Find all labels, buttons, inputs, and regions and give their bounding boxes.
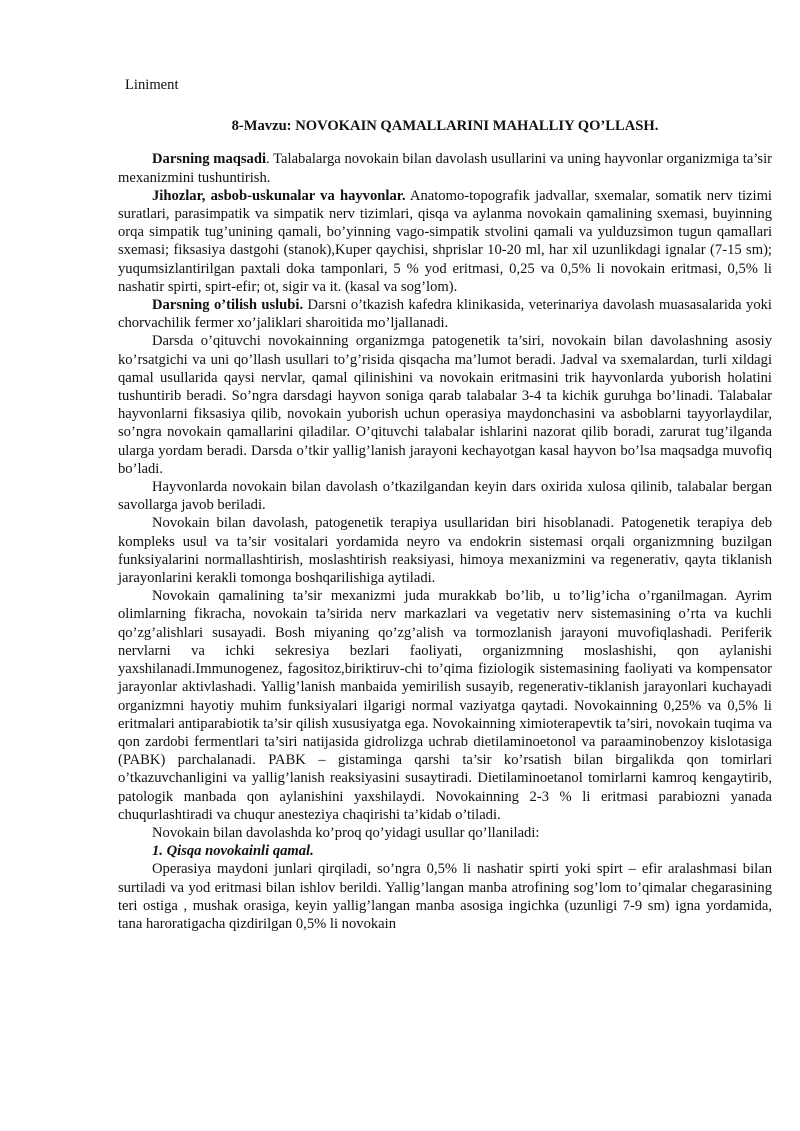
paragraph-pathogenetic-therapy: Novokain bilan davolash, patogenetik terapiya usullaridan biri hisoblanadi. Patogenetik terapiya deb kompleks usul va ta’sir vositalari yordamida neyro va endokrin sistemasi orqali organizmning buzilgan funksiyalarini normallashtirish, moslashtirish reaksiyasi, himoya mexanizmini va regenerativ, qayta tiklanish jarayonlarini kerakli tomonga boshqarilishiga aytiladi. (118, 515, 772, 587)
running-header-word: Liniment (125, 77, 179, 93)
paragraph-mechanism: Novokain qamalining ta’sir mexanizmi juda murakkab bo’lib, u to’lig’icha o’rganilmagan. Ayrim olimlarning fikracha, novokain ta’sirida nerv markazlari va vegetativ nerv sistemasining o’rta va kuchli qo’zg’alishlari susayadi. Bosh miyaning qo’zg’alish va tormozlanish jarayoni muvofiqlashadi. Periferik nervlarni va ichki sekresiya bezlari faoliyati, organizmning moslashishi, qon aylanishi yaxshilanadi.Immunogenez, fagositoz,biriktiruv-chi to’qima fiziologik sistemasining faoliyati va kompensator jarayonlar aktivlashadi. Yallig’lanish manbaida yemirilish susayib, regenerativ-tiklanish jarayonlari kuchayadi organizmni hayotiy muhim funksiyalari ilgarigi normal vaziyatga qaytadi. Novokainning 0,25% va 0,5% li eritmalari antiparabiotik ta’sir qilish xususiyatga ega. Novokainning ximioterapevtik ta’siri, novokain tuqima va qon zardobi fermentlari ta’siri natijasida gidrolizga uchrab dietilaminoetonol va paraaminobenzoy kislotasiga (PABK) parchalanadi. PABK – gistaminga qarshi ta’sir ko’rsatish bilan birgalikda qon tomirlari o’tkazuvchanligini va yallig’lanish reaksiyasini susaytiradi. Dietilaminoetanol tomirlarni kamroq kengaytirib, patologik manbada qon aylanishini yaxshilaydi. Novokainning 2-3 % li eritmasi parabiozni yanada chuqurlashtiradi va chuqur anesteziya chaqirishi ta’kidab o’tiladi. (118, 588, 772, 823)
paragraph-equipment-text: Anatomo-topografik jadvallar, sxemalar, somatik nerv tizimi suratlari, parasimpatik va simpatik nerv tizimlari, qisqa va aylanma novokain qamalining sxemasi, buyinning orqa simpatik tug’unining qamali, bo’yinning vago-simpatik stvolini qamali va yulduzsimon tugun qamallari sxemasi; fiksasiya dastgohi (stanok),Kuper qaychisi, shprislar 10-20 ml, har xil uzunlikdagi ignalar (7-15 sm); yuqumsizlantirilgan paxtali doka tamponlari, 5 % yod eritmasi, 0,25 va 0,5% li novokain eritmasi, 0,5% li nashatir spirti, spirt-efir; ot, sigir va it. (kasal va sog’lom). (118, 187, 772, 295)
page-title: 8-Mavzu: NOVOKAIN QAMALLARINI MAHALLIY QO’LLASH. (231, 118, 659, 135)
paragraph-method-lead: Darsning o’tilish uslubi. (152, 297, 304, 314)
paragraph-equipment (118, 187, 772, 296)
paragraph-goal-lead: Darsning maqsadi (152, 151, 267, 168)
paragraph-lesson: Darsda o’qituvchi novokainning organizmga patogenetik ta’siri, novokain bilan davolashning asosiy ko’rsatgichi va uni qo’llash usullari to’g’risida qisqacha ma’lumot beradi. Jadval va sxemalardan, turli xildagi qamal usullarida qaysi nervlar, qamal qilinishini va novokain eritmasini trik hayvonlarda yuborish holatini tushuntirib beradi. So’ngra darsdagi hayvon soniga qarab talabalar 3-4 ta kichik guruhga bo’linadi. Talabalar hayvonlarni fiksasiya qilib, novokain yuborish uchun operasiya maydonchasini va asboblarni tayyorlaydilar, so’ngra novokain qamallarini qiladilar. O’qituvchi talabalar ishlarini nazorat qilib boradi, zarurat tug’ilganda ularga yordam beradi. Darsda o’tkir yallig’lanish jarayoni kechayotgan kasal hayvon bo’lsa maqsadga muvofiq bo’ladi. (118, 333, 772, 477)
paragraph-method-text: Darsni o’tkazish kafedra klinikasida, veterinariya davolash muasasalarida yoki chorvachilik fermer xo’jaliklari sharoitida mo’ljallanadi. (118, 297, 772, 332)
paragraph-goal (118, 150, 772, 186)
subheading-short-block: 1. Qisqa novokainli qamal. (152, 843, 314, 860)
paragraph-equipment-lead: Jihozlar, asbob-uskunalar va hayvonlar. (152, 187, 406, 204)
paragraph-conclusion: Hayvonlarda novokain bilan davolash o’tkazilgandan keyin dars oxirida xulosa qilinib, talabalar bergan savollarga javob beriladi. (118, 479, 772, 514)
paragraph-method (118, 296, 772, 332)
paragraph-goal-text: . Talabalarga novokain bilan davolash usullarini va uning hayvonlar organizmiga ta’sir mexanizmini tushuntirish. (118, 151, 772, 186)
paragraph-procedure: Operasiya maydoni junlari qirqiladi, so’ngra 0,5% li nashatir spirti yoki spirt – efir aralashmasi bilan surtiladi va yod eritmasi bilan ishlov berildi. Yallig’langan manba atrofining sog’lom to’qimalar chegarasining teri ostiga , mushak orasiga, keyin yallig’langan manba asosiga ingichka (uzunligi 7-9 sm) igna yordamida, tana haroratigacha qizdirilgan 0,5% li novokain (118, 861, 772, 932)
paragraph-methods-intro: Novokain bilan davolashda ko’proq qo’yidagi usullar qo’llaniladi: (152, 824, 540, 841)
